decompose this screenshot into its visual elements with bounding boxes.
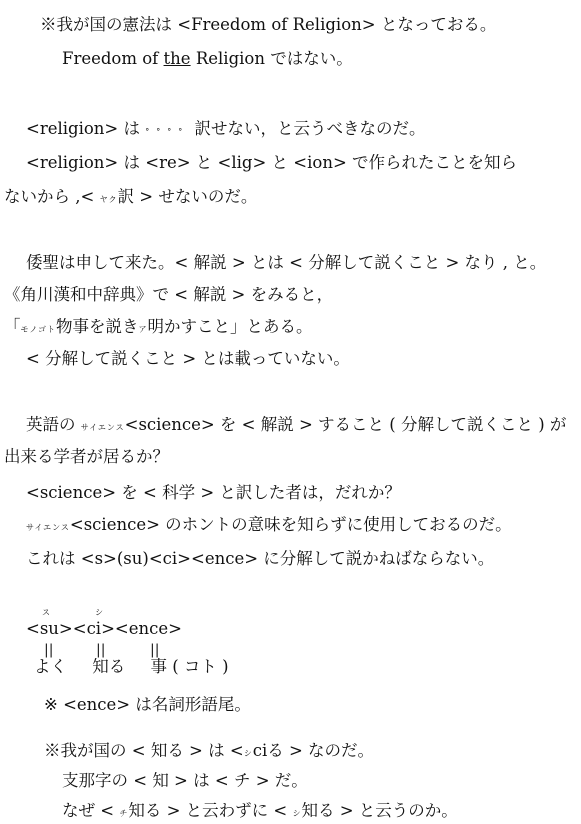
- kaisetsu-line-2: [4, 284, 333, 306]
- religion-text: Religion ではない。: [190, 49, 353, 68]
- eq-3: ||: [150, 642, 160, 658]
- ruby-text-science: サイエンス: [80, 423, 125, 432]
- religion-line-2: [26, 152, 517, 174]
- should-say: ，と云うべきなのだ。: [260, 119, 426, 138]
- yoku: よく: [34, 657, 67, 676]
- english-no: 英語の: [26, 415, 81, 434]
- kaisetsu-line-3: [4, 316, 313, 338]
- cannot-text: > せないのだ。: [134, 187, 258, 206]
- ruby-shi: [292, 800, 318, 822]
- ruby-ci: シ: [95, 608, 103, 617]
- science-line-1: [26, 414, 566, 436]
- ruby-chi: [119, 800, 145, 822]
- not-knowing: ないから ,<: [4, 187, 100, 206]
- kaisetsu-line-1: [26, 252, 546, 274]
- shiru: 知る: [92, 657, 126, 676]
- religion-line-1: [26, 118, 426, 140]
- religion-word: <religion> は: [26, 119, 141, 138]
- naze: なぜ <: [62, 801, 120, 820]
- who-translated: <science> を < 科学 > と訳した者は，だれか？: [26, 483, 401, 502]
- decompose: これは <s>(su)<ci><ence> に分解して説かねばならない。: [26, 549, 495, 568]
- constitution-text: ※我が国の憲法は <Freedom of Religion> となっておる。: [40, 15, 497, 34]
- wagakuni-shiru: ※我が国の < 知る > は <: [44, 741, 244, 760]
- science-word: <science>: [124, 415, 215, 434]
- freedom-line: [62, 48, 353, 70]
- ruby-text-shi: シ: [292, 809, 302, 818]
- to-iwazuni: る > と云わずに <: [144, 801, 293, 820]
- not-listed: < 分解して説くこと > とは載っていない。: [26, 349, 350, 368]
- to-iunoka: る > と云うのか。: [317, 801, 458, 820]
- kaisetsu-line-4: [26, 348, 350, 370]
- ruby-yaku: [145, 118, 260, 140]
- science-line-3: [26, 482, 401, 504]
- note-ence: [44, 694, 251, 716]
- ruby-text-ci: シ: [243, 749, 253, 758]
- noun-suffix: ※ <ence> は名詞形語尾。: [44, 695, 251, 714]
- yoku-line: [34, 656, 229, 678]
- kasukoto: かすこと」とある。: [164, 317, 313, 336]
- emphasis-dots: °°°°: [145, 127, 190, 136]
- note-why: [62, 800, 458, 822]
- freedom-text: Freedom of: [62, 49, 164, 68]
- true-meaning: のホントの意味を知らずに使用しておるのだ。: [159, 515, 512, 534]
- ruby-ci-2: [244, 740, 268, 762]
- kanji-yaku: 訳: [117, 187, 135, 206]
- koto: 事 ( コト ): [150, 657, 229, 676]
- ci-word: ci: [252, 741, 268, 760]
- science-line-2: [4, 446, 169, 468]
- science-line-4: [26, 514, 512, 536]
- kanji-aka: 明: [147, 317, 165, 336]
- note-shiru: [44, 740, 374, 762]
- heading-constitution: [40, 14, 496, 36]
- explain-science: を < 解説 > すること ( 分解して説くこと ) が: [214, 415, 567, 434]
- ruby-science: [81, 414, 215, 436]
- koto-wo-toki: 事を説き: [72, 317, 139, 336]
- ruby-su: ス: [42, 608, 50, 617]
- kanji-shi: 知: [301, 801, 318, 820]
- religion-composition: <religion> は <re> と <lig> と <ion> で作られたことを知ら: [26, 153, 518, 172]
- kanji-mono: 物: [56, 317, 73, 336]
- ruby-text-chi: チ: [119, 809, 129, 818]
- eq-2: ||: [96, 642, 106, 658]
- religion-line-3: [4, 186, 257, 208]
- ruby-monogoto: [21, 316, 73, 338]
- note-chi: [62, 770, 308, 792]
- su-ci-ence: <su><ci><ence>: [26, 619, 182, 638]
- ru-nanoda: る > なのだ。: [267, 741, 375, 760]
- ruby-yaku-2: [100, 186, 135, 208]
- cannot-translate: 訳せない: [194, 119, 261, 138]
- scholar-question: 出来る学者が居るか？: [4, 447, 169, 466]
- quote-open: 「: [4, 317, 21, 336]
- science-line-5: [26, 548, 494, 570]
- ruby-text-science-2: サイエンス: [26, 523, 70, 532]
- shina-ji: 支那字の < 知 > は < チ > だ。: [62, 771, 308, 790]
- underlined-the: the: [163, 49, 191, 68]
- science-word-2: <science>: [69, 515, 160, 534]
- ruby-text-monogoto: モノゴト: [20, 325, 57, 334]
- kanji-chi: 知: [128, 801, 145, 820]
- suci-line: [26, 618, 182, 640]
- ruby-text-yaku: ヤク: [99, 195, 118, 204]
- ruby-text-a: ア: [138, 325, 148, 334]
- ruby-science-2: [26, 514, 160, 536]
- ruby-a: [139, 316, 165, 338]
- dictionary-ref: 《角川漢和中辞典》で < 解説 > をみると，: [4, 285, 334, 304]
- wasei-said: 倭聖は申して来た。< 解説 > とは < 分解して説くこと > なり , と。: [26, 253, 547, 272]
- eq-1: ||: [44, 642, 54, 658]
